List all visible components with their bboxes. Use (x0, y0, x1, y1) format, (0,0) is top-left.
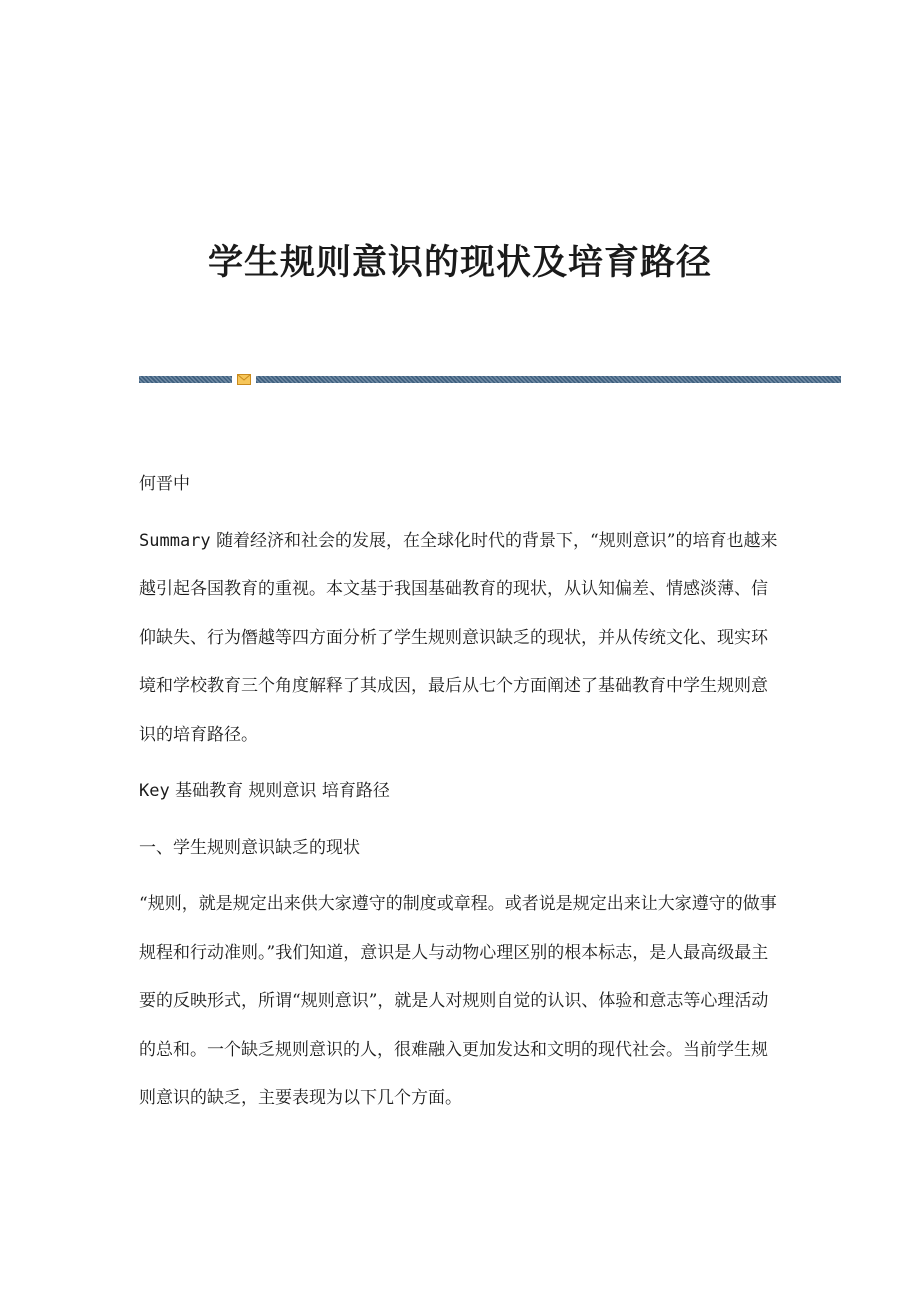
author-name: 何晋中 (139, 474, 190, 494)
divider-bar-right (256, 376, 841, 383)
page-title: 学生规则意识的现状及培育路径 (207, 242, 712, 284)
document-body (139, 460, 779, 1131)
summary-label: Summary (139, 530, 211, 551)
divider-bar-left (139, 376, 232, 383)
section-heading: 一、学生规则意识缺乏的现状 (139, 837, 360, 858)
envelope-icon (237, 374, 251, 385)
keywords-label: Key (139, 781, 170, 801)
summary-paragraph (139, 517, 779, 760)
keywords-paragraph (139, 767, 779, 816)
keywords-text: 基础教育 规则意识 培育路径 (175, 781, 390, 801)
body-paragraph: “规则，就是规定出来供大家遵守的制度或章程。或者说是规定出来让大家遵守的做事规程和行动准则。”我们知道，意识是人与动物心理区别的根本标志，是人最高级最主要的反映形式，所谓“规则意识”，就是人对规则自觉的认识、体验和意志等心理活动的总和。一个缺乏规则意识的人，很难融入更加发达和文明的现代社会。当前学生规则意识的缺乏，主要表现为以下几个方面。 (139, 894, 777, 1108)
title-divider (139, 375, 841, 384)
summary-text: 随着经济和社会的发展，在全球化时代的背景下，“规则意识”的培育也越来越引起各国教育的重视。本文基于我国基础教育的现状，从认知偏差、情感淡薄、信仰缺失、行为僭越等四方面分析了学生规则意识缺乏的现状，并从传统文化、现实环境和学校教育三个角度解释了其成因，最后从七个方面阐述了基础教育中学生规则意识的培育路径。 (139, 530, 778, 745)
